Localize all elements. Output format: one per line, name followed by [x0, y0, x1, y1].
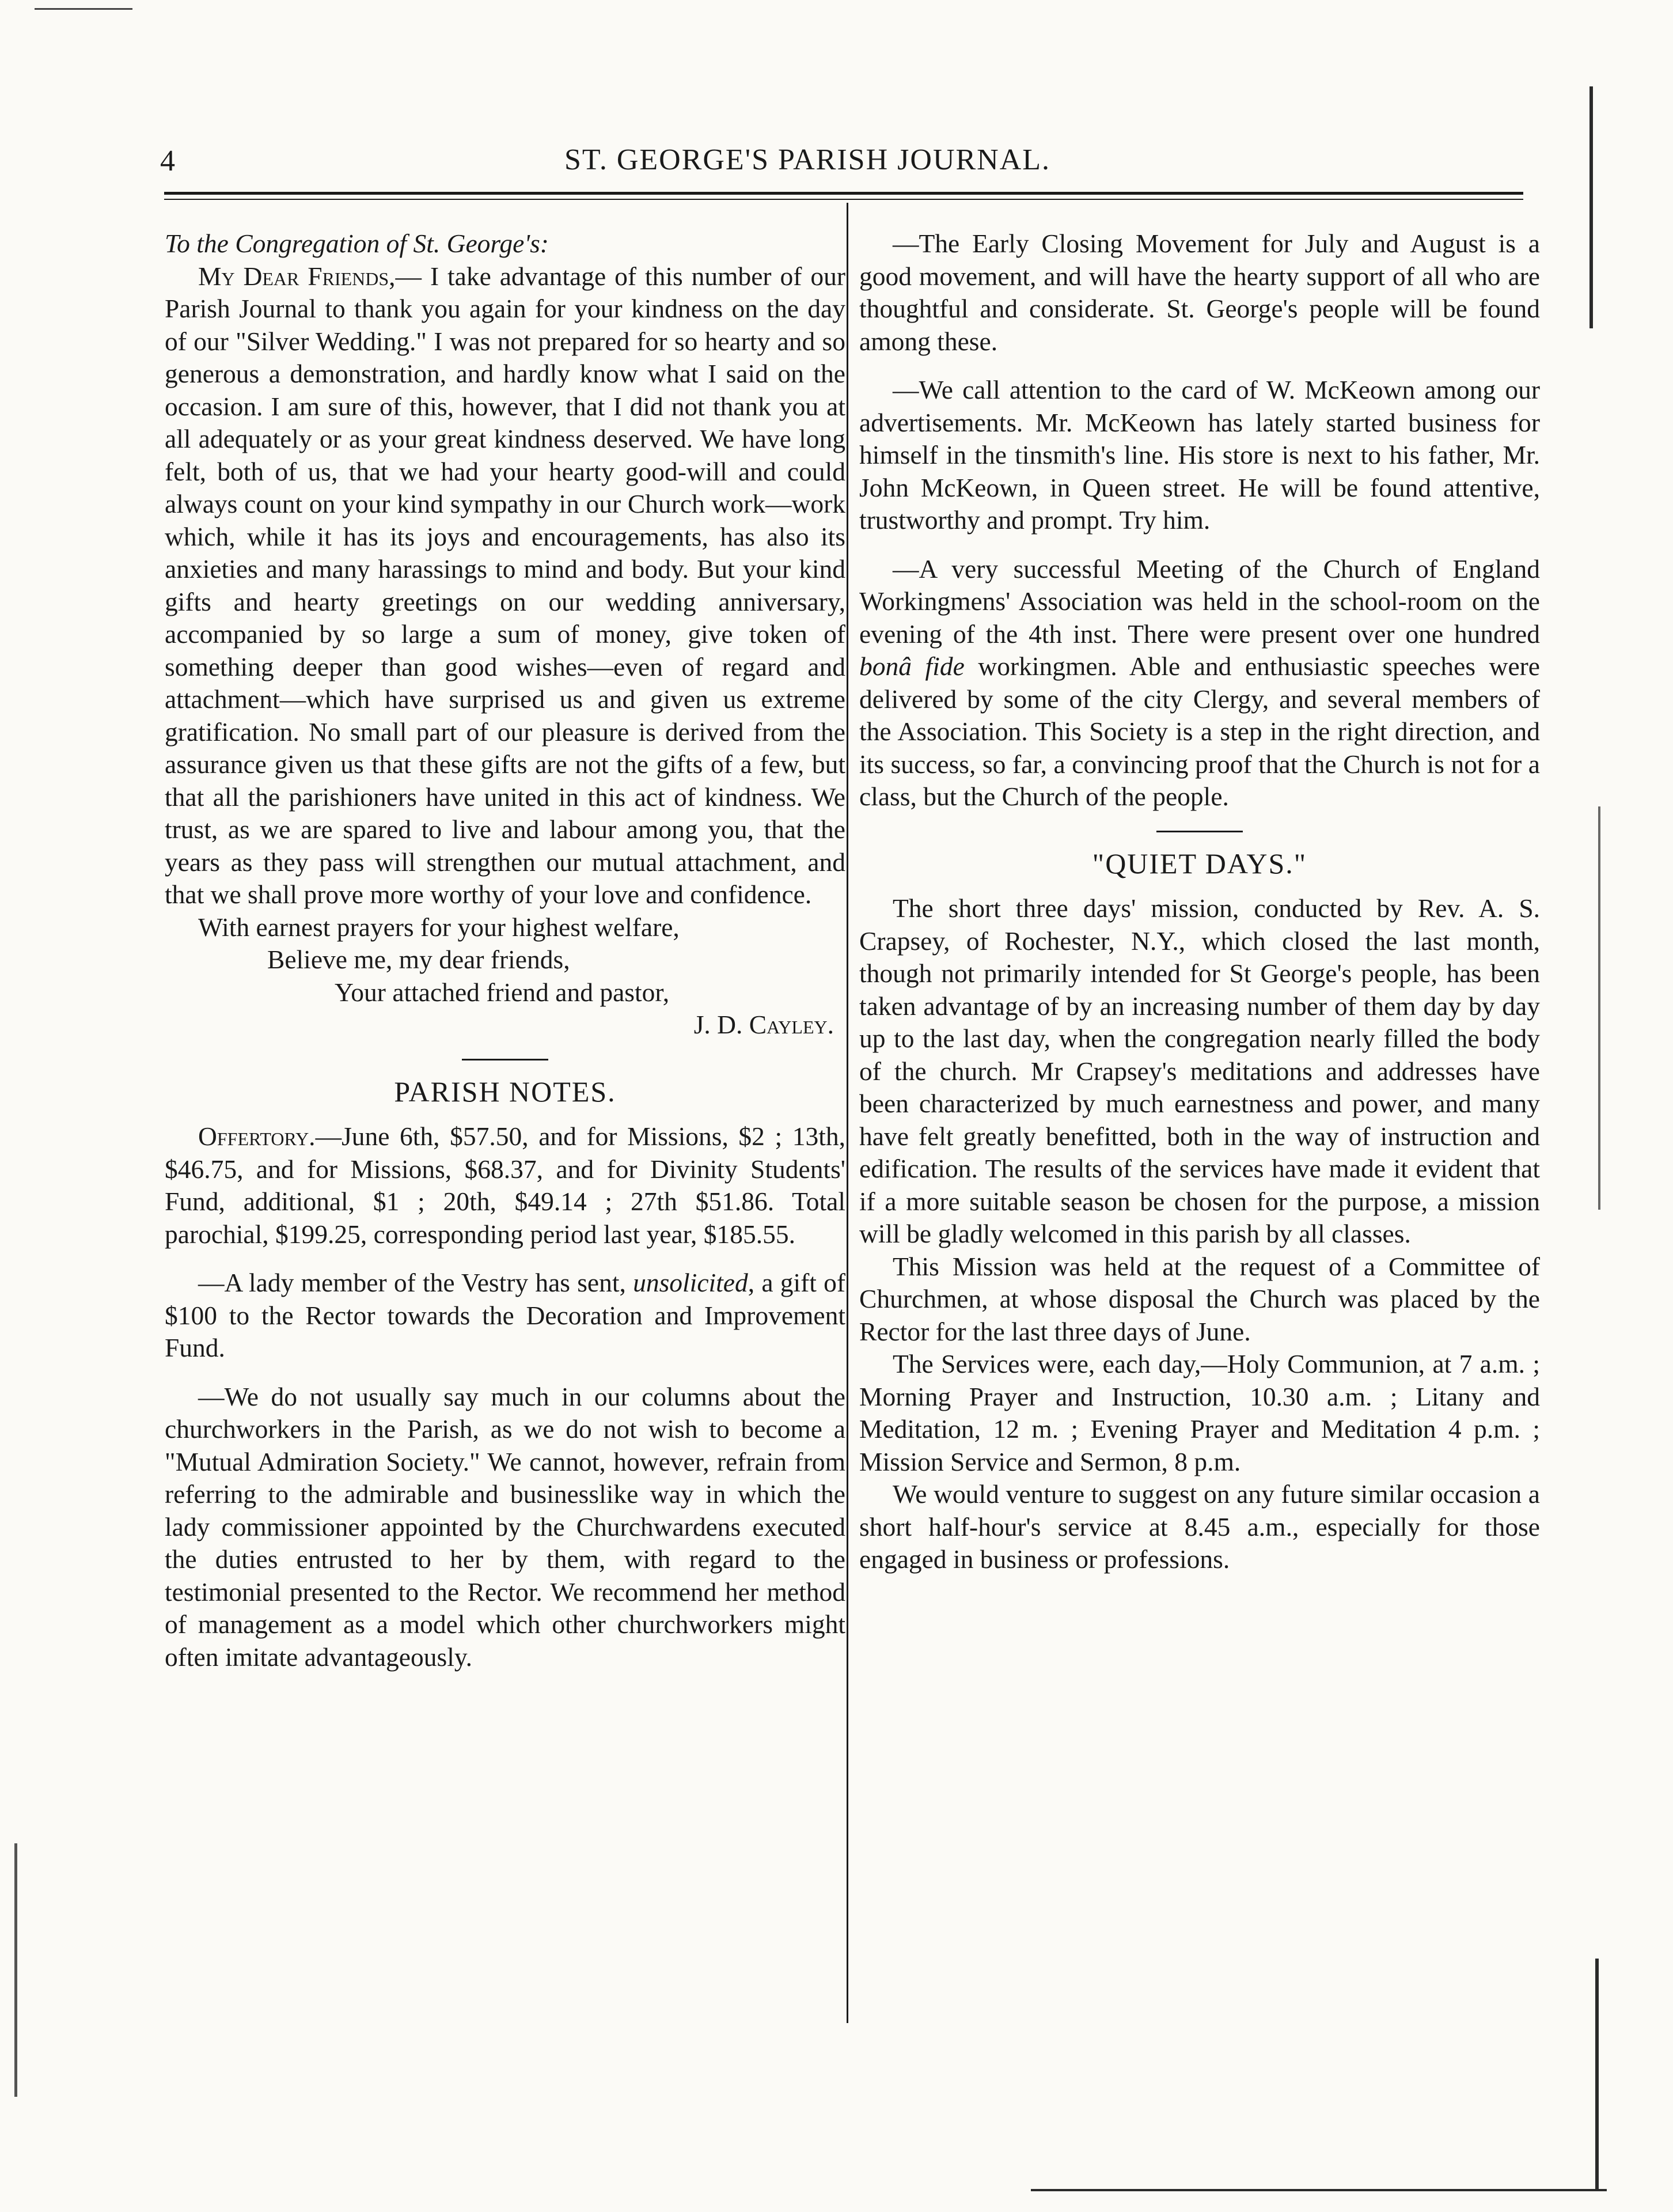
- vestry-text-italic: unsolicited: [633, 1268, 748, 1297]
- association-meeting-note: [859, 553, 1540, 813]
- letter-signature: J. D. Cayley.: [693, 1010, 834, 1039]
- vestry-text-b: , a gift of $100 to the Rector towards the Decoration and Improvement Fund.: [165, 1268, 845, 1362]
- letter-closing-3: Your attached friend and pastor,: [335, 977, 670, 1007]
- vestry-note: [165, 1267, 845, 1365]
- vestry-text-a: —A lady member of the Vestry has sent,: [198, 1268, 633, 1297]
- column-divider: [847, 203, 848, 2023]
- page-number: 4: [160, 145, 175, 177]
- scan-edge-mark: [1595, 1959, 1599, 2189]
- churchworkers-note: —We do not usually say much in our columns about the churchworkers in the Parish, as we do not wish to become a "Mutual Admiration Society." We cannot, however, refrain from referring to the admirable and businesslike way in which the lady commissioner appointed by the Churchwardens executed the duties entrusted to her by them, with regard to the testimonial presented to the Rector. We recommend her method of management as a model which other churchworkers might often imitate advantageously.: [165, 1381, 845, 1672]
- early-closing-note: —The Early Closing Movement for July and August is a good movement, and will have the hearty support of all who are thoughtful and considerate. St. George's people will be found among these.: [859, 229, 1540, 356]
- letter-salutation: To the Congregation of St. George's:: [165, 229, 549, 258]
- quiet-days-para-2: This Mission was held at the request of a Committee of Churchmen, at whose disposal the Church was placed by the Rector for the last three days of June.: [859, 1251, 1540, 1346]
- letter-text: — I take advantage of this number of our Parish Journal to thank you again for your kindness on the day of our "Silver Wedding." I was not prepared for so hearty and so generous a demonstration, and hardly know what I said on the occasion. I am sure of this, however, that I did not thank you at all adequately or as your great kindness deserved. We have long felt, both of us, that we had your hearty good-will and could always count on your kind sympathy in our Church work—work which, while it has its joys and encouragements, has also its anxieties and many harassings to mind and body. But your kind gifts and hearty greetings on our wedding anniversary, accompanied by so large a sum of money, give token of something deeper than good wishes—even of regard and attachment—which have surprised us and given us extreme gratification. No small part of our pleasure is derived from the assurance given us that these gifts are not the gifts of a few, but that all the parishioners have united in this act of kindness. We trust, as we are spared to live and labour among you, that the years as they pass will strengthen our mutual attachment, and that we shall prove more worthy of your love and confidence.: [165, 261, 845, 909]
- meeting-text-a: —A very successful Meeting of the Church of England Workingmens' Association was held in the school-room on the evening of the 4th inst. There were present over one hundred: [859, 554, 1540, 649]
- scan-edge-line: [35, 8, 132, 10]
- running-head: ST. GEORGE'S PARISH JOURNAL.: [564, 143, 1051, 176]
- section-divider: [462, 1059, 548, 1060]
- mckeown-note: —We call attention to the card of W. McKeown among our advertisements. Mr. McKeown has lately started business for himself in the tinsmith's line. His store is next to his father, Mr. John McKeown, in Queen street. He will be found attentive, trustworthy and prompt. Try him.: [859, 375, 1540, 535]
- offertory-label: Offertory.: [198, 1122, 316, 1151]
- letter-closing-1: With earnest prayers for your highest welfare,: [198, 912, 680, 942]
- quiet-days-para-1: The short three days' mission, conducted by Rev. A. S. Crapsey, of Rochester, N.Y., which closed the last month, though not primarily intended for St George's people, has been taken advantage of by an increasing number of them day by day up to the last day, when the congregation nearly filled the body of the church. Mr Crapsey's meditations and addresses have been characterized by much earnestness and power, and many have felt greatly benefitted, both in the way of instruction and edification. The results of the services have made it evident that if a more suitable season be chosen for the purpose, a mission will be gladly welcomed in this parish by all classes.: [859, 893, 1540, 1248]
- letter-body: [165, 260, 845, 911]
- quiet-days-para-4: We would venture to suggest on any future similar occasion a short half-hour's service at 8.45 a.m., especially for those engaged in business or professions.: [859, 1479, 1540, 1574]
- letter-opening: My Dear Friends,: [198, 261, 396, 291]
- scan-edge-mark: [1589, 86, 1593, 328]
- scan-edge-line: [1031, 2189, 1607, 2191]
- offertory-text: —June 6th, $57.50, and for Missions, $2 ; 13th, $46.75, and for Missions, $68.37, and for Divinity Students' Fund, additional, $1 ; 20th, $49.14 ; 27th $51.86. Total parochial, $199.25, corresponding period last year, $185.55.: [165, 1122, 845, 1249]
- quiet-days-para-3: The Services were, each day,—Holy Communion, at 7 a.m. ; Morning Prayer and Instruction, 10.30 a.m. ; Litany and Meditation, 12 m. ; Evening Prayer and Meditation 4 p.m. ; Mission Service and Sermon, 8 p.m.: [859, 1349, 1540, 1476]
- section-divider: [1156, 831, 1243, 832]
- scan-edge-mark: [1598, 806, 1600, 1210]
- letter-closing-2: Believe me, my dear friends,: [267, 945, 570, 974]
- meeting-text-italic: bonâ fide: [859, 652, 965, 681]
- offertory-note: [165, 1120, 845, 1251]
- right-column: [859, 228, 1540, 1576]
- header-rule-thin: [164, 199, 1523, 200]
- meeting-text-b: workingmen. Able and enthusiastic speeches were delivered by some of the city Clergy, and several members of the Association. This Society is a step in the right direction, and its success, so far, a convincing proof that the Church is not for a class, but the Church of the people.: [859, 652, 1540, 811]
- quiet-days-heading: "QUIET DAYS.": [1092, 847, 1307, 880]
- left-column: [165, 228, 845, 1673]
- scan-edge-mark: [14, 1843, 17, 2097]
- parish-notes-heading: PARISH NOTES.: [394, 1075, 616, 1108]
- header-rule-thick: [164, 192, 1523, 195]
